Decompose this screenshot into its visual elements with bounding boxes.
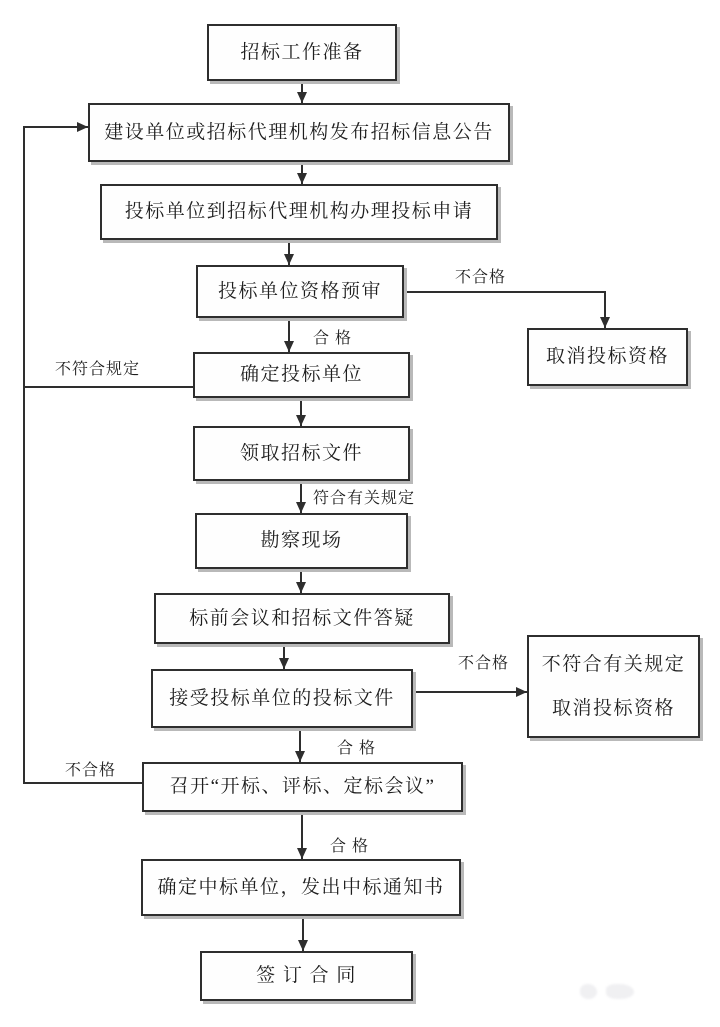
- flow-edge-segment-feedback-loop-to-announce: [23, 126, 25, 784]
- flow-node-text: 确定中标单位，发出中标通知书: [157, 876, 445, 898]
- edge-label-meeting-fail: 不合格: [65, 762, 117, 779]
- flow-node-apply: [100, 184, 498, 240]
- arrowhead-down-icon: [296, 502, 306, 513]
- flow-node-text: 投标单位资格预审: [217, 280, 382, 302]
- watermark-icon: [580, 984, 597, 999]
- flow-node-prequalify: [196, 265, 404, 318]
- flow-node-site-survey: [195, 513, 408, 569]
- flow-node-text: 签 订 合 同: [256, 965, 357, 987]
- flow-node-text: 不符合有关规定: [541, 653, 686, 675]
- flow-node-text: 取消投标资格: [545, 346, 669, 368]
- flow-node-cancel-qualification: [527, 328, 688, 386]
- flow-node-announce: [88, 103, 510, 162]
- flow-node-text: 建设单位或招标代理机构发布招标信息公告: [104, 121, 494, 143]
- flow-node-text: 取消投标资格: [551, 697, 675, 719]
- flow-edge-segment-prequalify-to-cancel: [403, 291, 606, 293]
- watermark-icon: [606, 984, 634, 999]
- arrowhead-down-icon: [297, 173, 307, 184]
- flow-node-text: 召开“开标、评标、定标会议”: [169, 776, 436, 798]
- edge-label-receive-pass: 合 格: [337, 740, 377, 757]
- flow-node-award-notice: [141, 859, 461, 916]
- flow-edge-segment-determine-to-feedback: [23, 386, 194, 388]
- flow-edge-segment-feedback-loop-to-announce: [23, 782, 143, 784]
- flow-node-text: 招标工作准备: [240, 41, 364, 63]
- arrowhead-down-icon: [600, 317, 610, 328]
- arrowhead-down-icon: [296, 582, 306, 593]
- flow-node-text: 领取招标文件: [239, 442, 363, 464]
- flow-node-text: 投标单位到招标代理机构办理投标申请: [124, 201, 474, 223]
- edge-label-prequalify-pass: 合 格: [313, 330, 353, 347]
- flow-node-sign-contract: [200, 951, 413, 1001]
- flow-node-bid-opening-meeting: [142, 762, 463, 812]
- arrowhead-down-icon: [297, 92, 307, 103]
- flow-node-prepare: [207, 24, 397, 81]
- flow-node-nonconform-cancel: [527, 635, 700, 738]
- flow-node-text: 标前会议和招标文件答疑: [189, 607, 415, 629]
- edge-label-prequalify-fail: 不合格: [455, 269, 507, 286]
- flow-node-pre-bid-meeting: [154, 593, 450, 644]
- flow-node-text: 勘察现场: [260, 530, 343, 552]
- arrowhead-down-icon: [279, 658, 289, 669]
- arrowhead-right-icon: [77, 122, 88, 132]
- arrowhead-down-icon: [297, 848, 307, 859]
- edge-label-conform-rules: 符合有关规定: [313, 490, 416, 507]
- flow-node-receive-documents: [151, 669, 413, 728]
- arrowhead-down-icon: [298, 940, 308, 951]
- flow-edge-segment-receive-to-nonconform: [412, 691, 528, 693]
- flow-node-determine-bidders: [193, 352, 410, 398]
- watermark: [580, 984, 634, 999]
- flow-node-obtain-documents: [193, 426, 410, 481]
- flow-node-text: 确定投标单位: [239, 364, 363, 386]
- flow-node-text: 接受投标单位的投标文件: [169, 687, 395, 709]
- edge-label-receive-fail: 不合格: [458, 655, 510, 672]
- arrowhead-down-icon: [284, 254, 294, 265]
- arrowhead-down-icon: [284, 341, 294, 352]
- arrowhead-down-icon: [296, 415, 306, 426]
- edge-label-meeting-pass: 合 格: [330, 838, 370, 855]
- arrowhead-down-icon: [295, 751, 305, 762]
- arrowhead-right-icon: [516, 687, 527, 697]
- edge-label-not-conform-rule: 不符合规定: [55, 361, 141, 378]
